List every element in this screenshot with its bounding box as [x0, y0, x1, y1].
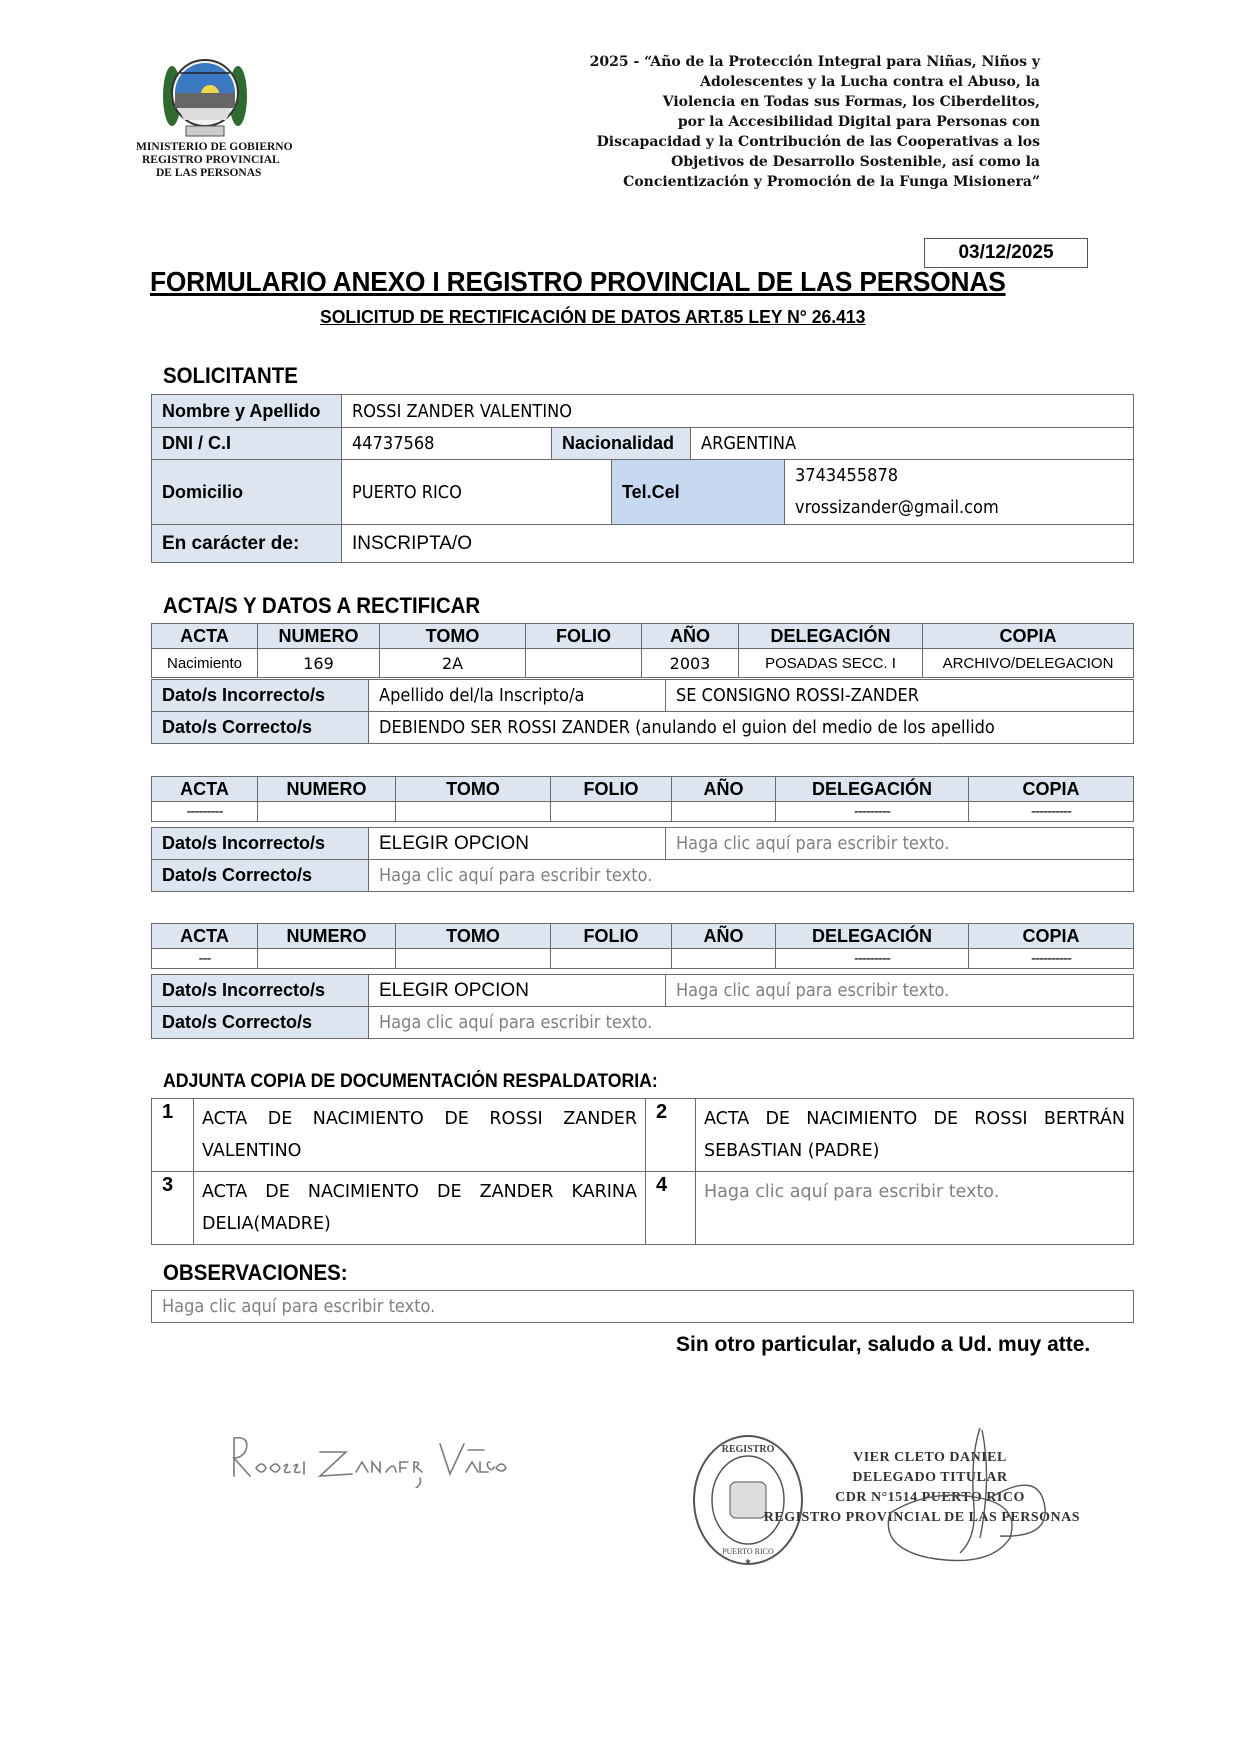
form-subtitle: SOLICITUD DE RECTIFICACIÓN DE DATOS ART.85 LEY N° 26.413: [320, 306, 866, 327]
folio-cell[interactable]: [551, 802, 672, 822]
numero-cell[interactable]: [258, 802, 396, 822]
acta-table-1: [151, 623, 1134, 678]
col-acta: ACTA: [152, 624, 258, 649]
closing-text: Sin otro particular, saludo a Ud. muy atte.: [676, 1333, 1091, 1356]
anio-cell[interactable]: [672, 802, 776, 822]
observaciones-table: [151, 1290, 1134, 1323]
numero-cell[interactable]: [258, 949, 396, 969]
col-tomo: TOMO: [380, 624, 526, 649]
caracter-label: En carácter de:: [152, 525, 342, 563]
dni-field[interactable]: 44737568: [342, 428, 552, 460]
col-acta: ACTA: [152, 777, 258, 802]
correct-label: Dato/s Correcto/s: [152, 1007, 369, 1039]
col-numero: NUMERO: [258, 624, 380, 649]
table-row: [152, 802, 1134, 822]
attachment-text-field[interactable]: Haga clic aquí para escribir texto.: [696, 1172, 1134, 1245]
form-title: FORMULARIO ANEXO I REGISTRO PROVINCIAL DE LAS PERSONAS: [150, 266, 1006, 297]
coat-of-arms-logo: [150, 48, 260, 143]
col-numero: NUMERO: [258, 924, 396, 949]
attachment-number: 2: [646, 1099, 696, 1172]
motto-line: por la Accesibilidad Digital para Personas con: [677, 114, 1040, 130]
correct-label: Dato/s Correcto/s: [152, 860, 369, 892]
ministry-line: DE LAS PERSONAS: [156, 167, 262, 179]
acta-table-3: [151, 923, 1134, 969]
motto-line: 2025 - “Año de la Protección Integral para Niñas, Niños y: [589, 54, 1040, 70]
telcel-label: Tel.Cel: [612, 460, 785, 525]
col-copia: COPIA: [969, 924, 1134, 949]
nombre-field[interactable]: ROSSI ZANDER VALENTINO: [342, 395, 1134, 428]
col-tomo: TOMO: [396, 924, 551, 949]
official-name: VIER CLETO DANIEL: [853, 1450, 1007, 1465]
copia-cell[interactable]: ----------: [969, 802, 1134, 822]
col-copia: COPIA: [969, 777, 1134, 802]
applicant-signature-icon: [228, 1428, 518, 1488]
nacionalidad-label: Nacionalidad: [552, 428, 691, 460]
table-row: [152, 649, 1134, 678]
date-field[interactable]: 03/12/2025: [924, 238, 1088, 268]
list-item: [152, 1099, 1134, 1172]
acta-cell[interactable]: Nacimiento: [152, 649, 258, 678]
acta-data-1: [151, 679, 1134, 744]
col-anio: AÑO: [672, 777, 776, 802]
incorrect-text-field[interactable]: Haga clic aquí para escribir texto.: [666, 828, 1134, 860]
motto-line: Discapacidad y la Contribución de las Cooperativas a los: [596, 134, 1040, 150]
solicitante-table: [151, 394, 1134, 563]
contact-field[interactable]: [785, 460, 1134, 525]
email-value: vrossizander@gmail.com: [795, 497, 999, 518]
ministry-line: REGISTRO PROVINCIAL: [142, 154, 280, 166]
col-delegacion: DELEGACIÓN: [776, 924, 969, 949]
copia-cell[interactable]: ----------: [969, 949, 1134, 969]
ministry-header: [136, 141, 336, 180]
col-folio: FOLIO: [551, 777, 672, 802]
incorrect-option-select[interactable]: ELEGIR OPCION: [369, 828, 666, 860]
official-signature-icon: [870, 1418, 1070, 1568]
incorrect-option-select[interactable]: Apellido del/la Inscripto/a: [369, 680, 666, 712]
official-cdr: CDR N°1514 PUERTO RICO: [835, 1490, 1025, 1505]
folio-cell[interactable]: [551, 949, 672, 969]
svg-text:★: ★: [744, 1557, 752, 1566]
actas-heading: ACTA/S Y DATOS A RECTIFICAR: [163, 593, 481, 618]
tomo-cell[interactable]: [396, 802, 551, 822]
acta-table-2: [151, 776, 1134, 822]
col-folio: FOLIO: [551, 924, 672, 949]
numero-cell[interactable]: 169: [258, 649, 380, 678]
motto-line: Concientización y Promoción de la Funga Misionera”: [623, 174, 1040, 190]
delegacion-cell[interactable]: ---------: [776, 802, 969, 822]
col-tomo: TOMO: [396, 777, 551, 802]
incorrect-text-field[interactable]: Haga clic aquí para escribir texto.: [666, 975, 1134, 1007]
incorrect-text-field[interactable]: SE CONSIGNO ROSSI-ZANDER: [666, 680, 1134, 712]
acta-cell[interactable]: ---: [152, 949, 258, 969]
observaciones-heading: OBSERVACIONES:: [163, 1260, 348, 1285]
caracter-field[interactable]: INSCRIPTA/O: [342, 525, 1134, 563]
col-folio: FOLIO: [526, 624, 642, 649]
svg-text:REGISTRO: REGISTRO: [721, 1444, 775, 1455]
table-row: [152, 949, 1134, 969]
domicilio-field[interactable]: PUERTO RICO: [342, 460, 612, 525]
nacionalidad-field[interactable]: ARGENTINA: [691, 428, 1134, 460]
svg-text:PUERTO RICO: PUERTO RICO: [722, 1547, 774, 1556]
attachment-number: 1: [152, 1099, 194, 1172]
incorrect-option-select[interactable]: ELEGIR OPCION: [369, 975, 666, 1007]
attachment-number: 4: [646, 1172, 696, 1245]
anio-cell[interactable]: [672, 949, 776, 969]
official-registry: REGISTRO PROVINCIAL DE LAS PERSONAS: [763, 1510, 1080, 1525]
domicilio-label: Domicilio: [152, 460, 342, 525]
col-delegacion: DELEGACIÓN: [776, 777, 969, 802]
acta-data-2: [151, 827, 1134, 892]
col-anio: AÑO: [672, 924, 776, 949]
year-motto: [500, 52, 1040, 192]
delegacion-cell[interactable]: POSADAS SECC. I: [739, 649, 923, 678]
tomo-cell[interactable]: [396, 949, 551, 969]
correct-label: Dato/s Correcto/s: [152, 712, 369, 744]
list-item: [152, 1172, 1134, 1245]
anio-cell[interactable]: 2003: [642, 649, 739, 678]
adjunta-heading: ADJUNTA COPIA DE DOCUMENTACIÓN RESPALDATORIA:: [163, 1071, 658, 1092]
incorrect-label: Dato/s Incorrecto/s: [152, 680, 369, 712]
incorrect-label: Dato/s Incorrecto/s: [152, 975, 369, 1007]
solicitante-heading: SOLICITANTE: [163, 363, 298, 388]
col-numero: NUMERO: [258, 777, 396, 802]
acta-data-3: [151, 974, 1134, 1039]
copia-cell[interactable]: ARCHIVO/DELEGACION: [923, 649, 1134, 678]
motto-line: Violencia en Todas sus Formas, los Ciberdelitos,: [662, 94, 1040, 110]
attachment-text-field[interactable]: ACTA DE NACIMIENTO DE ZANDER KARINA DELIA(MADRE): [194, 1172, 646, 1245]
ministry-line: MINISTERIO DE GOBIERNO: [136, 141, 293, 153]
col-anio: AÑO: [642, 624, 739, 649]
phone-value: 3743455878: [795, 465, 899, 486]
col-acta: ACTA: [152, 924, 258, 949]
delegacion-cell[interactable]: ---------: [776, 949, 969, 969]
attachments-table: [151, 1098, 1134, 1245]
attachment-text-field[interactable]: ACTA DE NACIMIENTO DE ROSSI BERTRÁN SEBASTIAN (PADRE): [696, 1099, 1134, 1172]
motto-line: Adolescentes y la Lucha contra el Abuso, la: [700, 74, 1040, 90]
tomo-cell[interactable]: 2A: [380, 649, 526, 678]
col-copia: COPIA: [923, 624, 1134, 649]
correct-text-field[interactable]: Haga clic aquí para escribir texto.: [369, 1007, 1134, 1039]
observaciones-field[interactable]: Haga clic aquí para escribir texto.: [152, 1291, 1134, 1323]
official-title: DELEGADO TITULAR: [852, 1470, 1008, 1485]
folio-cell[interactable]: [526, 649, 642, 678]
nombre-label: Nombre y Apellido: [152, 395, 342, 428]
motto-line: Objetivos de Desarrollo Sostenible, así como la: [671, 154, 1040, 170]
attachment-text-field[interactable]: ACTA DE NACIMIENTO DE ROSSI ZANDER VALENTINO: [194, 1099, 646, 1172]
correct-text-field[interactable]: Haga clic aquí para escribir texto.: [369, 860, 1134, 892]
dni-label: DNI / C.I: [152, 428, 342, 460]
acta-cell[interactable]: ---------: [152, 802, 258, 822]
col-delegacion: DELEGACIÓN: [739, 624, 923, 649]
incorrect-label: Dato/s Incorrecto/s: [152, 828, 369, 860]
attachment-number: 3: [152, 1172, 194, 1245]
correct-text-field[interactable]: DEBIENDO SER ROSSI ZANDER (anulando el guion del medio de los apellido: [369, 712, 1134, 744]
